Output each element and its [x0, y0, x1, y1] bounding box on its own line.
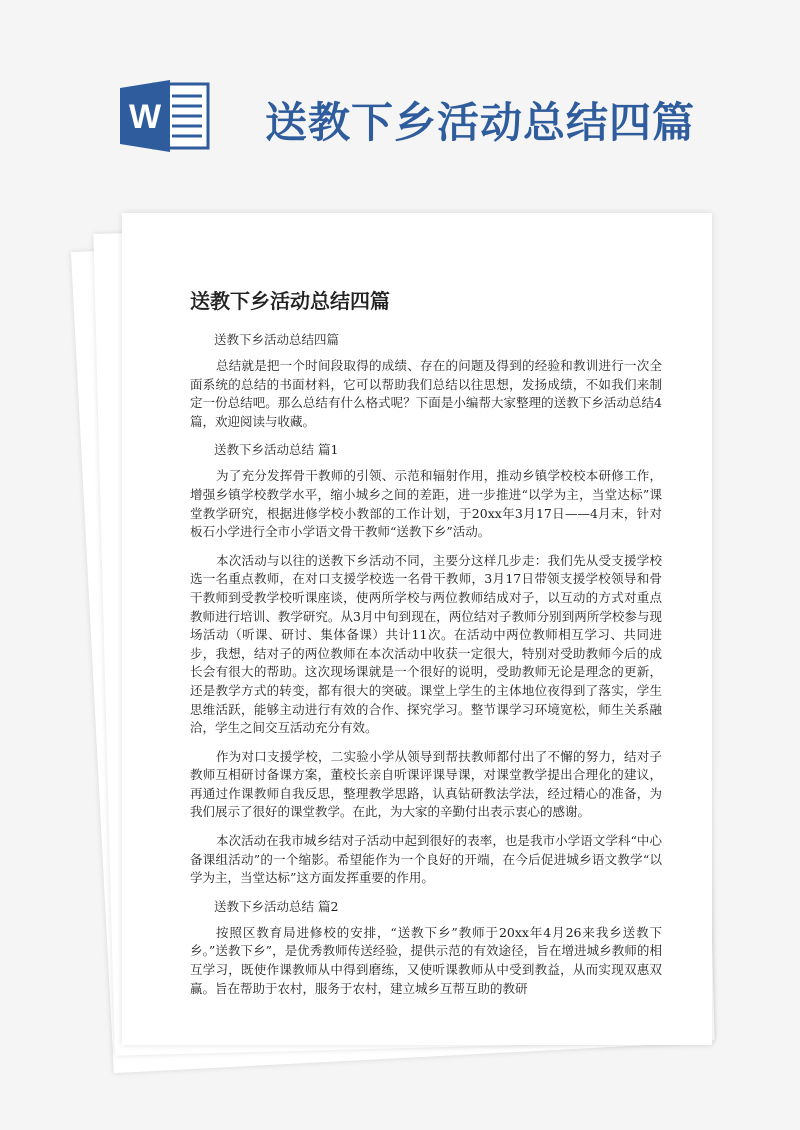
section-heading-1: 送教下乡活动总结 篇1	[214, 442, 339, 458]
word-icon	[120, 78, 210, 154]
paragraph: 按照区教育局进修校的安排，“送教下乡”教师于20xx年4月26来我乡送教下乡。”送教下乡”，是优秀教师传送经验，提供示范的有效途径，旨在增进城乡教师的相互学习，既使作课教师从中得到磨练，又使听课教师从中受到教益，从而实现双惠双赢。旨在帮助于农村，服务于农村，建立城乡互帮互助的教研	[190, 924, 662, 996]
page-title: 送教下乡活动总结四篇	[265, 98, 696, 147]
paragraph: 本次活动与以往的送教下乡活动不同，主要分这样几步走：我们先从受支援学校选一名重点教师，在对口支援学校选一名骨干教师，3月17日带领支援学校领导和骨干教师到受教学校听课座谈，使两所学校与两位教师结成对子，以互动的方式对重点教师进行培训、教学研究。从3月中旬到现在，两位结对子教师分别到两所学校参与现场活动（听课、研讨、集体备课）共计11次。在活动中两位教师相互学习、共同进步，我想，结对子的两位教师在本次活动中收获一定很大，特别对受助教师今后的成长会有很大的帮助。这次现场课就是一个很好的说明，受助教师无论是理念的更新，还是教学方式的转变，都有很大的突破。课堂上学生的主体地位夜得到了落实，学生思维活跃，能够主动进行有效的合作、探究学习。整节课学习环境宽松，师生关系融洽，学生之间交互活动充分有效。	[190, 552, 662, 736]
section-heading-2: 送教下乡活动总结 篇2	[214, 898, 339, 914]
paragraph: 总结就是把一个时间段取得的成绩、存在的问题及得到的经验和教训进行一次全面系统的总结的书面材料，它可以帮助我们总结以往思想，发扬成绩，不如我们来制定一份总结吧。那么总结有什么格式呢？下面是小编帮大家整理的送教下乡活动总结4篇，欢迎阅读与收藏。	[190, 358, 662, 429]
document-heading: 送教下乡活动总结四篇	[190, 289, 390, 313]
document-body	[190, 331, 662, 1008]
paragraph: 作为对口支援学校，二实验小学从领导到帮扶教师都付出了不懈的努力，结对子教师互相研讨备课方案，董校长亲自听课评课导课，对课堂教学提出合理化的建议，再通过作课教师自我反思，整理教学思路，认真钻研教法学法，经过精心的准备，为我们展示了很好的课堂教学。在此，为大家的辛勤付出表示衷心的感谢。	[190, 748, 662, 820]
banner	[0, 0, 800, 210]
word-icon-letter: W	[128, 98, 162, 136]
document-page	[122, 213, 712, 1045]
paragraph: 本次活动在我市城乡结对子活动中起到很好的表率，也是我市小学语文学科“中心备课组活动”的一个缩影。希望能作为一个良好的开端，在今后促进城乡语文教学“以学为主，当堂达标”这方面发挥重要的作用。	[190, 833, 662, 886]
document-subtitle: 送教下乡活动总结四篇	[214, 332, 340, 347]
paragraph: 为了充分发挥骨干教师的引领、示范和辐射作用，推动乡镇学校校本研修工作，增强乡镇学校教学水平，缩小城乡之间的差距，进一步推进“以学为主，当堂达标”课堂教学研究，根据进修学校小教部的工作计划，于20xx年3月17日——4月末，针对板石小学进行全市小学语文骨干教师“送教下乡”活动。	[190, 468, 662, 540]
